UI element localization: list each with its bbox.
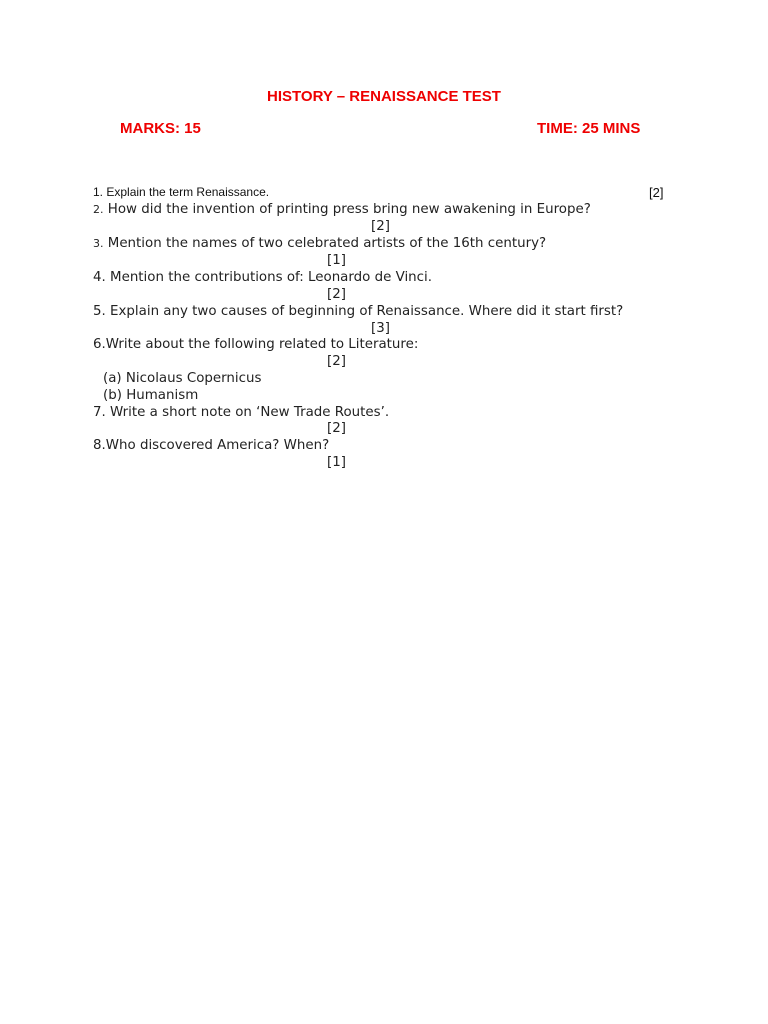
question-7-marks: [2] — [327, 421, 346, 436]
question-6-marks: [2] — [327, 354, 346, 369]
question-1 — [93, 184, 269, 201]
question-3-text: Mention the names of two celebrated artists of the 16th century? — [107, 236, 547, 251]
question-2-number: 2. — [93, 203, 104, 216]
question-6-sub-b: (b) Humanism — [103, 388, 199, 403]
question-8-text: 8.Who discovered America? When? — [93, 438, 330, 453]
question-6-text: 6.Write about the following related to Literature: — [93, 337, 419, 352]
question-5-marks: [3] — [371, 321, 390, 336]
question-2-marks: [2] — [371, 219, 390, 234]
question-3 — [93, 235, 546, 252]
question-1-number: 1. — [93, 185, 104, 199]
question-7-text: 7. Write a short note on ‘New Trade Routes’. — [93, 405, 390, 420]
time-allowed: TIME: 25 MINS — [537, 120, 641, 137]
question-3-marks: [1] — [327, 253, 346, 268]
question-6-sub-a: (a) Nicolaus Copernicus — [103, 371, 262, 386]
question-8-marks: [1] — [327, 455, 346, 470]
question-1-marks: [2] — [649, 185, 664, 200]
question-2-text: How did the invention of printing press bring new awakening in Europe? — [107, 202, 591, 217]
total-marks: MARKS: 15 — [120, 120, 201, 137]
question-5-text: 5. Explain any two causes of beginning of Renaissance. Where did it start first? — [93, 304, 624, 319]
question-3-number: 3. — [93, 237, 104, 250]
question-2 — [93, 201, 591, 218]
question-1-text: Explain the term Renaissance. — [106, 185, 270, 199]
question-4-marks: [2] — [327, 287, 346, 302]
test-title: HISTORY – RENAISSANCE TEST — [267, 88, 501, 105]
question-4-text: 4. Mention the contributions of: Leonardo de Vinci. — [93, 270, 433, 285]
